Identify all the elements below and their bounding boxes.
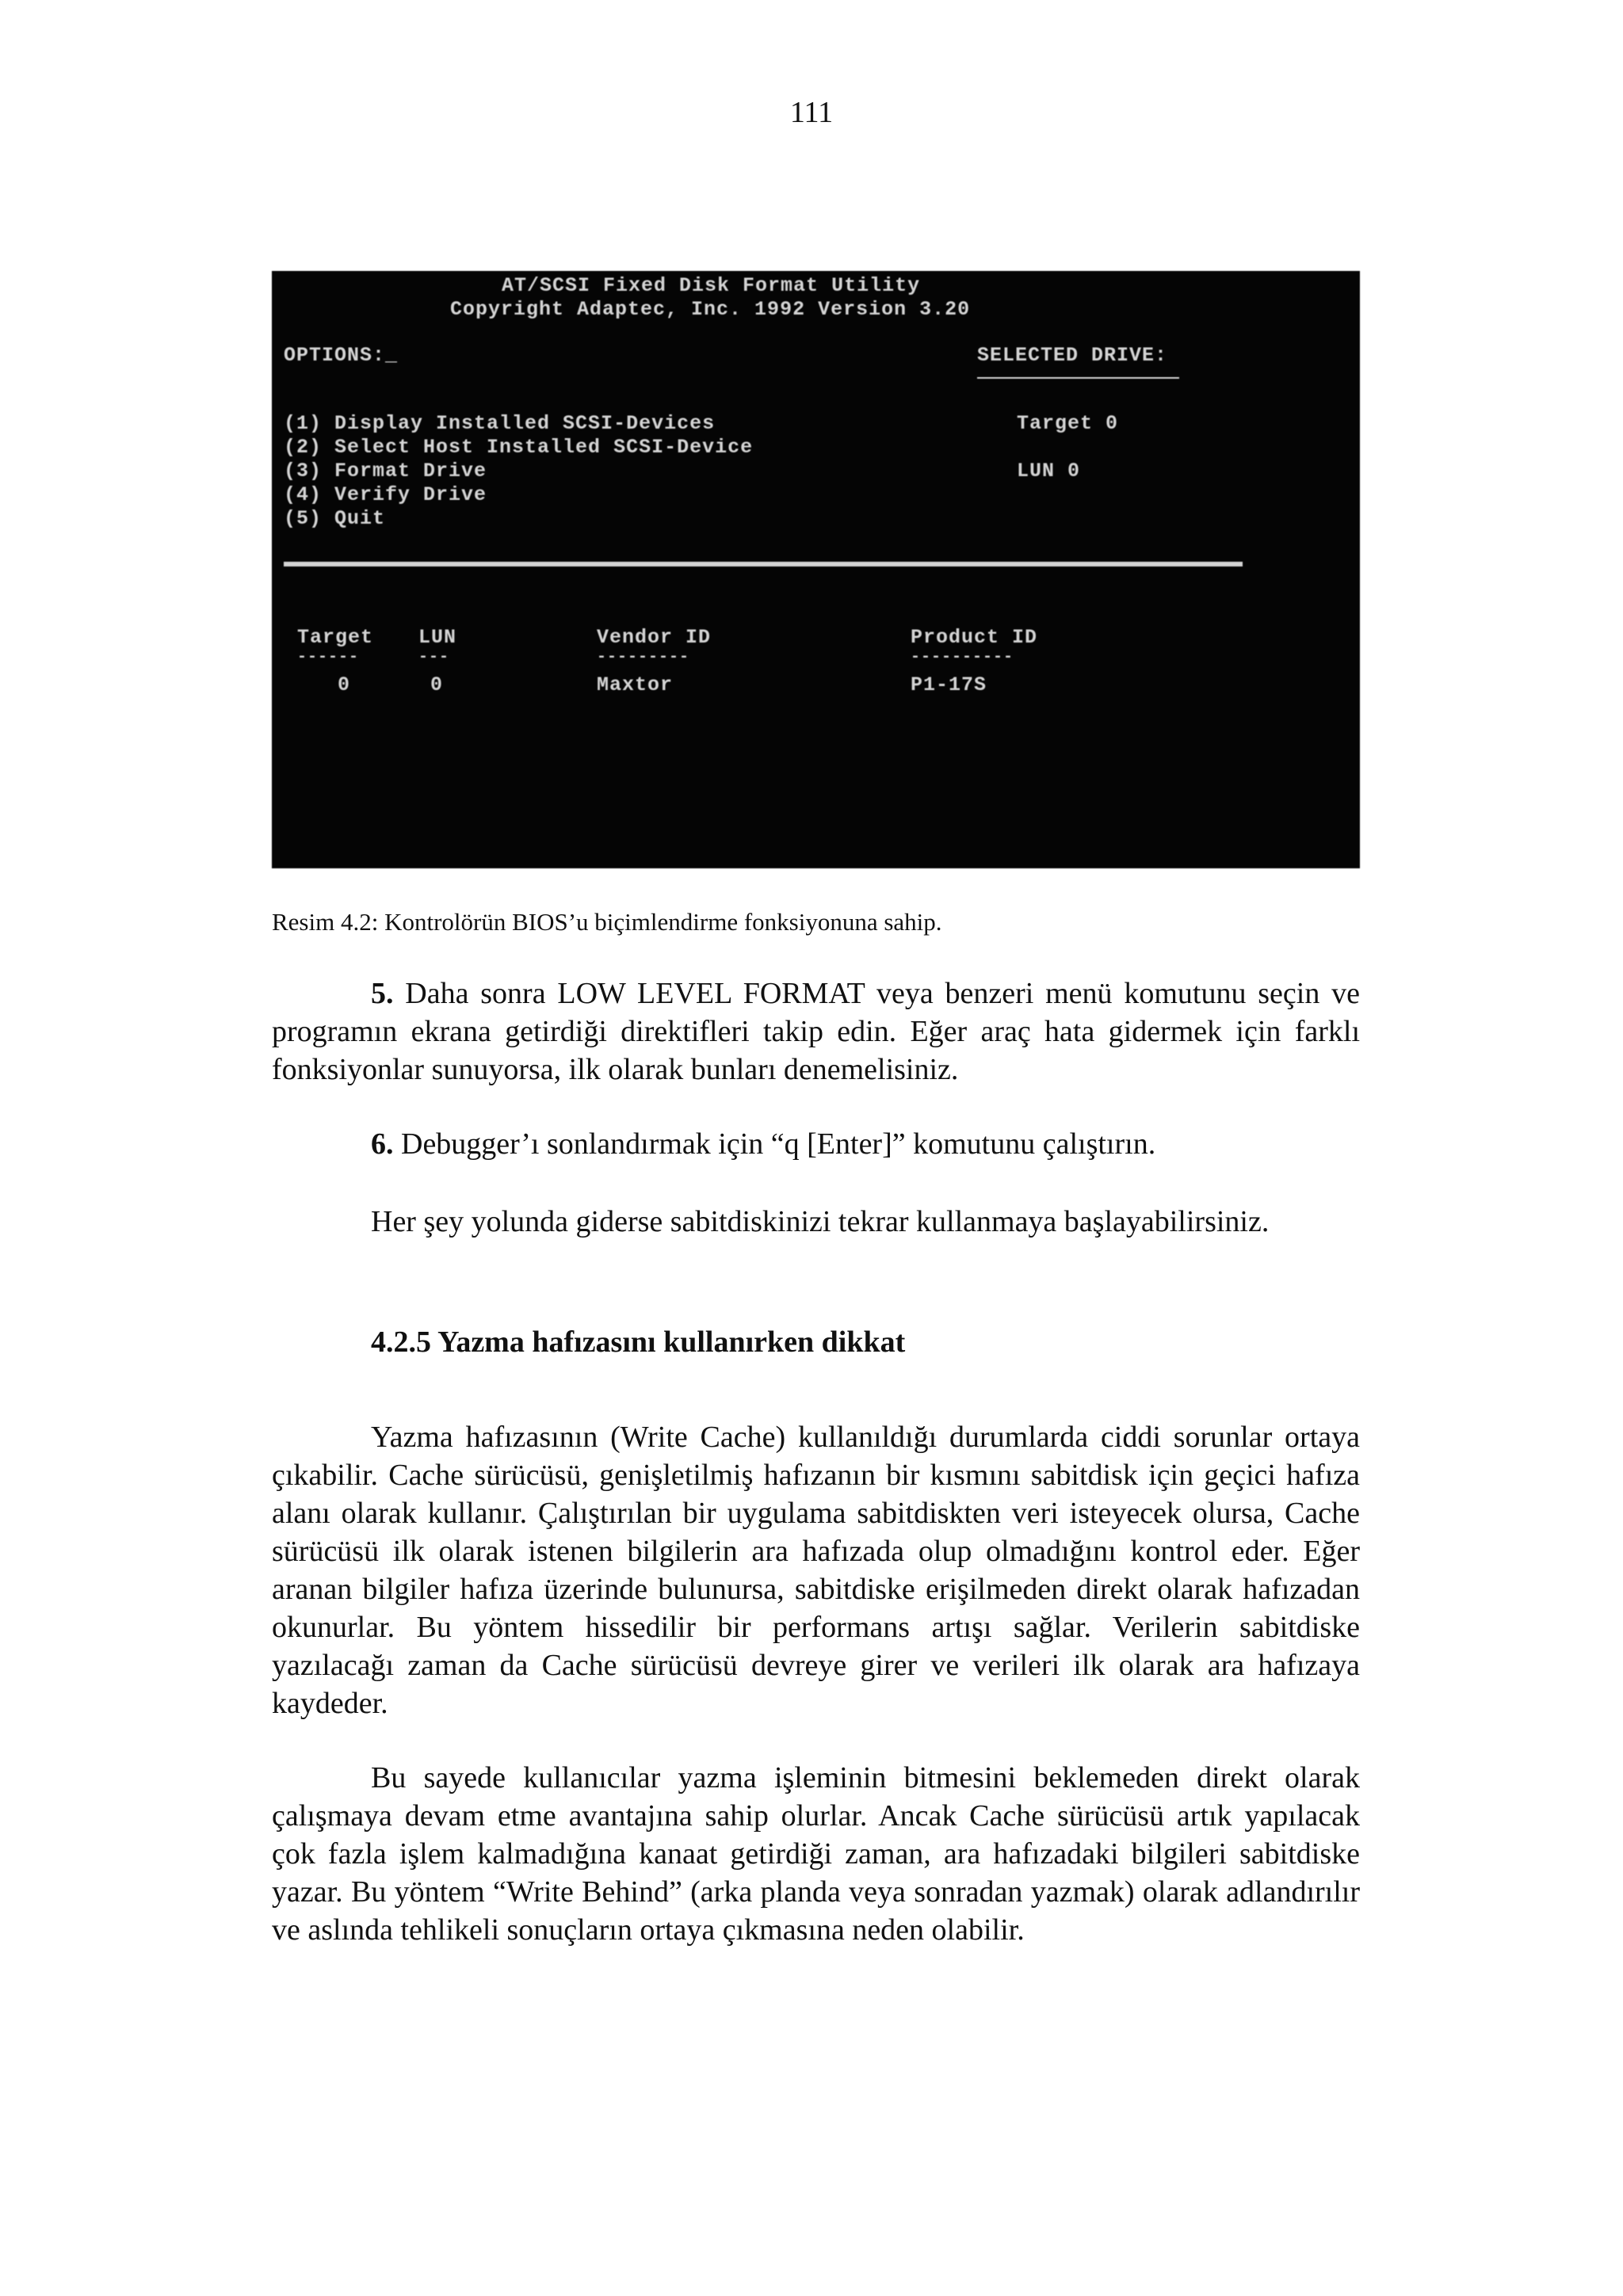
selected-target: Target 0 bbox=[1017, 412, 1119, 435]
cell-lun: 0 bbox=[430, 673, 444, 696]
col-header-product: Product ID bbox=[911, 626, 1038, 649]
col-dash-lun: --- bbox=[418, 648, 450, 666]
dos-format-utility-screenshot bbox=[272, 271, 1360, 868]
menu-item-display: (1) Display Installed SCSI-Devices bbox=[284, 412, 716, 435]
step-5-paragraph bbox=[272, 974, 1360, 1089]
cell-target: 0 bbox=[338, 673, 351, 696]
menu-item-quit: (5) Quit bbox=[284, 507, 386, 530]
col-dash-target: ------ bbox=[297, 648, 360, 666]
menu-item-select: (2) Select Host Installed SCSI-Device bbox=[284, 436, 754, 459]
selected-lun: LUN 0 bbox=[1017, 460, 1081, 482]
section-heading: 4.2.5 Yazma hafızasını kullanırken dikkat bbox=[371, 1325, 906, 1359]
options-label: OPTIONS:_ bbox=[284, 344, 399, 367]
step-6-text: Debugger’ı sonlandırmak için “q [Enter]” komutunu çalıştırın. bbox=[393, 1127, 1156, 1161]
step-6-number: 6. bbox=[371, 1127, 394, 1161]
figure-caption: Resim 4.2: Kontrolörün BIOS’u biçimlendirme fonksiyonuna sahip. bbox=[272, 908, 942, 936]
cell-vendor: Maxtor bbox=[597, 673, 674, 696]
step-6-paragraph bbox=[272, 1125, 1360, 1163]
step-5-text: Daha sonra LOW LEVEL FORMAT veya benzeri menü komutunu seçin ve programın ekrana getirdiği direktifleri takip edin. Eğer araç hata gidermek için farklı fonksiyonlar sunuyorsa, ilk olarak bunları denemelisiniz. bbox=[272, 977, 1360, 1086]
screen-title: AT/SCSI Fixed Disk Format Utility bbox=[502, 274, 921, 297]
col-header-target: Target bbox=[297, 626, 374, 649]
step-5-number: 5. bbox=[371, 977, 394, 1010]
col-header-vendor: Vendor ID bbox=[597, 626, 712, 649]
col-dash-product: ---------- bbox=[911, 648, 1014, 666]
closing-sentence: Her şey yolunda giderse sabitdiskinizi tekrar kullanmaya başlayabilirsiniz. bbox=[371, 1205, 1270, 1238]
page-number: 111 bbox=[789, 96, 834, 129]
menu-item-verify: (4) Verify Drive bbox=[284, 483, 487, 506]
screen-copyright: Copyright Adaptec, Inc. 1992 Version 3.20 bbox=[450, 298, 971, 321]
cell-product: P1-17S bbox=[911, 673, 987, 696]
body-paragraph-1: Yazma hafızasının (Write Cache) kullanıldığı durumlarda ciddi sorunlar ortaya çıkabilir. Cache sürücüsü, genişletilmiş hafızanın bir kısmını sabitdisk için geçici hafıza alanı olarak kullanır. Çalıştırılan bir uygulama sabitdiskten veri isteyecek olursa, Cache sürücüsü ilk olarak istenen bilgilerin ara hafızada olup olmadığını kontrol eder. Eğer aranan bilgiler hafıza üzerinde bulunursa, sabitdiske erişilmeden direkt olarak hafızadan okunurlar. Bu yöntem hissedilir bir performans artışı sağlar. Verilerin sabitdiske yazılacağı zaman da Cache sürücüsü devreye girer ve verileri ilk olarak ara hafızaya kaydeder. bbox=[272, 1421, 1360, 1720]
body-paragraph-2: Bu sayede kullanıcılar yazma işleminin bitmesini beklemeden direkt olarak çalışmaya devam etme avantajına sahip olurlar. Ancak Cache sürücüsü artık yapılacak çok fazla işlem kalmadığına kanaat getirdiği zaman, ara hafızadaki bilgileri sabitdiske yazar. Bu yöntem “Write Behind” (arka planda veya sonradan yazmak) olarak adlandırılır ve aslında tehlikeli sonuçların ortaya çıkmasına neden olabilir. bbox=[272, 1761, 1360, 1947]
col-header-lun: LUN bbox=[418, 626, 457, 649]
menu-item-format: (3) Format Drive bbox=[284, 460, 487, 482]
screen-divider bbox=[284, 562, 1243, 566]
selected-drive-underline bbox=[977, 377, 1179, 379]
selected-drive-label: SELECTED DRIVE: bbox=[977, 344, 1168, 367]
col-dash-vendor: --------- bbox=[597, 648, 690, 666]
